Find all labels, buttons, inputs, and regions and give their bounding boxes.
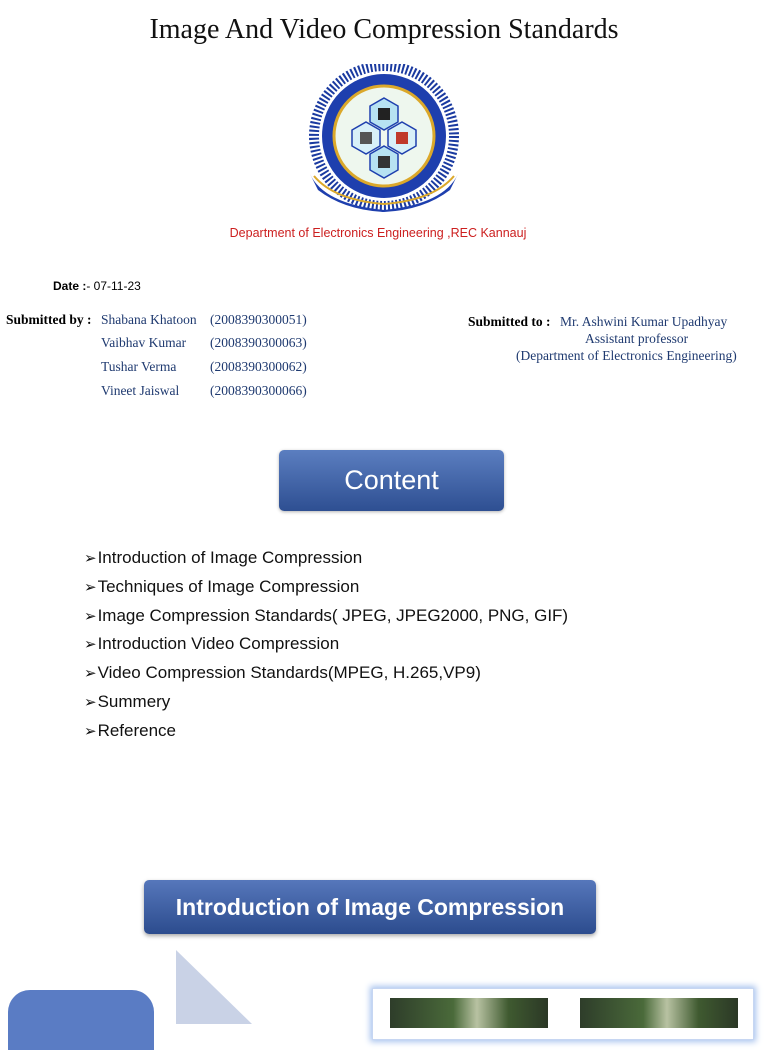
decorative-blue-shape bbox=[8, 990, 154, 1050]
page-title: Image And Video Compression Standards bbox=[149, 14, 619, 45]
supervisor-department: (Department of Electronics Engineering) bbox=[516, 348, 737, 363]
toc-item bbox=[84, 721, 568, 750]
member-name: Shabana Khatoon bbox=[101, 312, 197, 327]
toc-item-label: Techniques of Image Compression bbox=[97, 576, 360, 596]
member-name: Vineet Jaiswal bbox=[101, 383, 180, 398]
toc-item-label: Summery bbox=[97, 691, 171, 711]
toc-item bbox=[84, 606, 568, 635]
submitted-by-label: Submitted by : bbox=[6, 312, 92, 327]
toc-item-label: Reference bbox=[97, 720, 177, 740]
decorative-triangle bbox=[176, 950, 266, 1024]
member-id: (2008390300062) bbox=[210, 359, 307, 374]
college-emblem-logo bbox=[304, 64, 464, 214]
arrow-bullet-icon: ➢ bbox=[84, 578, 97, 596]
toc-item-label: Video Compression Standards(MPEG, H.265,VP9) bbox=[97, 663, 481, 683]
date-label: Date : bbox=[53, 279, 87, 293]
table-of-contents bbox=[84, 548, 568, 750]
toc-item-label: Introduction of Image Compression bbox=[97, 548, 363, 567]
toc-item bbox=[84, 548, 568, 577]
arrow-bullet-icon: ➢ bbox=[84, 607, 97, 625]
arrow-bullet-icon: ➢ bbox=[84, 693, 97, 711]
member-name: Tushar Verma bbox=[101, 359, 177, 374]
content-heading-box: Content bbox=[279, 450, 504, 511]
date-field bbox=[53, 279, 141, 293]
arrow-bullet-icon: ➢ bbox=[84, 550, 97, 567]
arrow-bullet-icon: ➢ bbox=[84, 636, 97, 654]
toc-item-label: Introduction Video Compression bbox=[97, 634, 340, 654]
toc-item bbox=[84, 577, 568, 606]
supervisor-role: Assistant professor bbox=[585, 331, 689, 346]
member-id: (2008390300066) bbox=[210, 383, 307, 398]
member-name: Vaibhav Kumar bbox=[101, 335, 187, 350]
member-id: (2008390300063) bbox=[210, 335, 307, 350]
toc-item bbox=[84, 663, 568, 692]
supervisor-name: Mr. Ashwini Kumar Upadhyay bbox=[560, 314, 728, 329]
date-value: - 07-11-23 bbox=[86, 279, 141, 293]
toc-item bbox=[84, 634, 568, 663]
toc-item bbox=[84, 692, 568, 721]
section-heading-box: Introduction of Image Compression bbox=[144, 880, 596, 934]
department-line: Department of Electronics Engineering ,REC Kannauj bbox=[229, 226, 527, 240]
toc-item-label: Image Compression Standards( JPEG, JPEG2000, PNG, GIF) bbox=[97, 605, 569, 625]
arrow-bullet-icon: ➢ bbox=[84, 665, 97, 683]
member-id: (2008390300051) bbox=[210, 312, 307, 327]
arrow-bullet-icon: ➢ bbox=[84, 722, 97, 740]
submitted-to-label: Submitted to : bbox=[468, 314, 551, 329]
